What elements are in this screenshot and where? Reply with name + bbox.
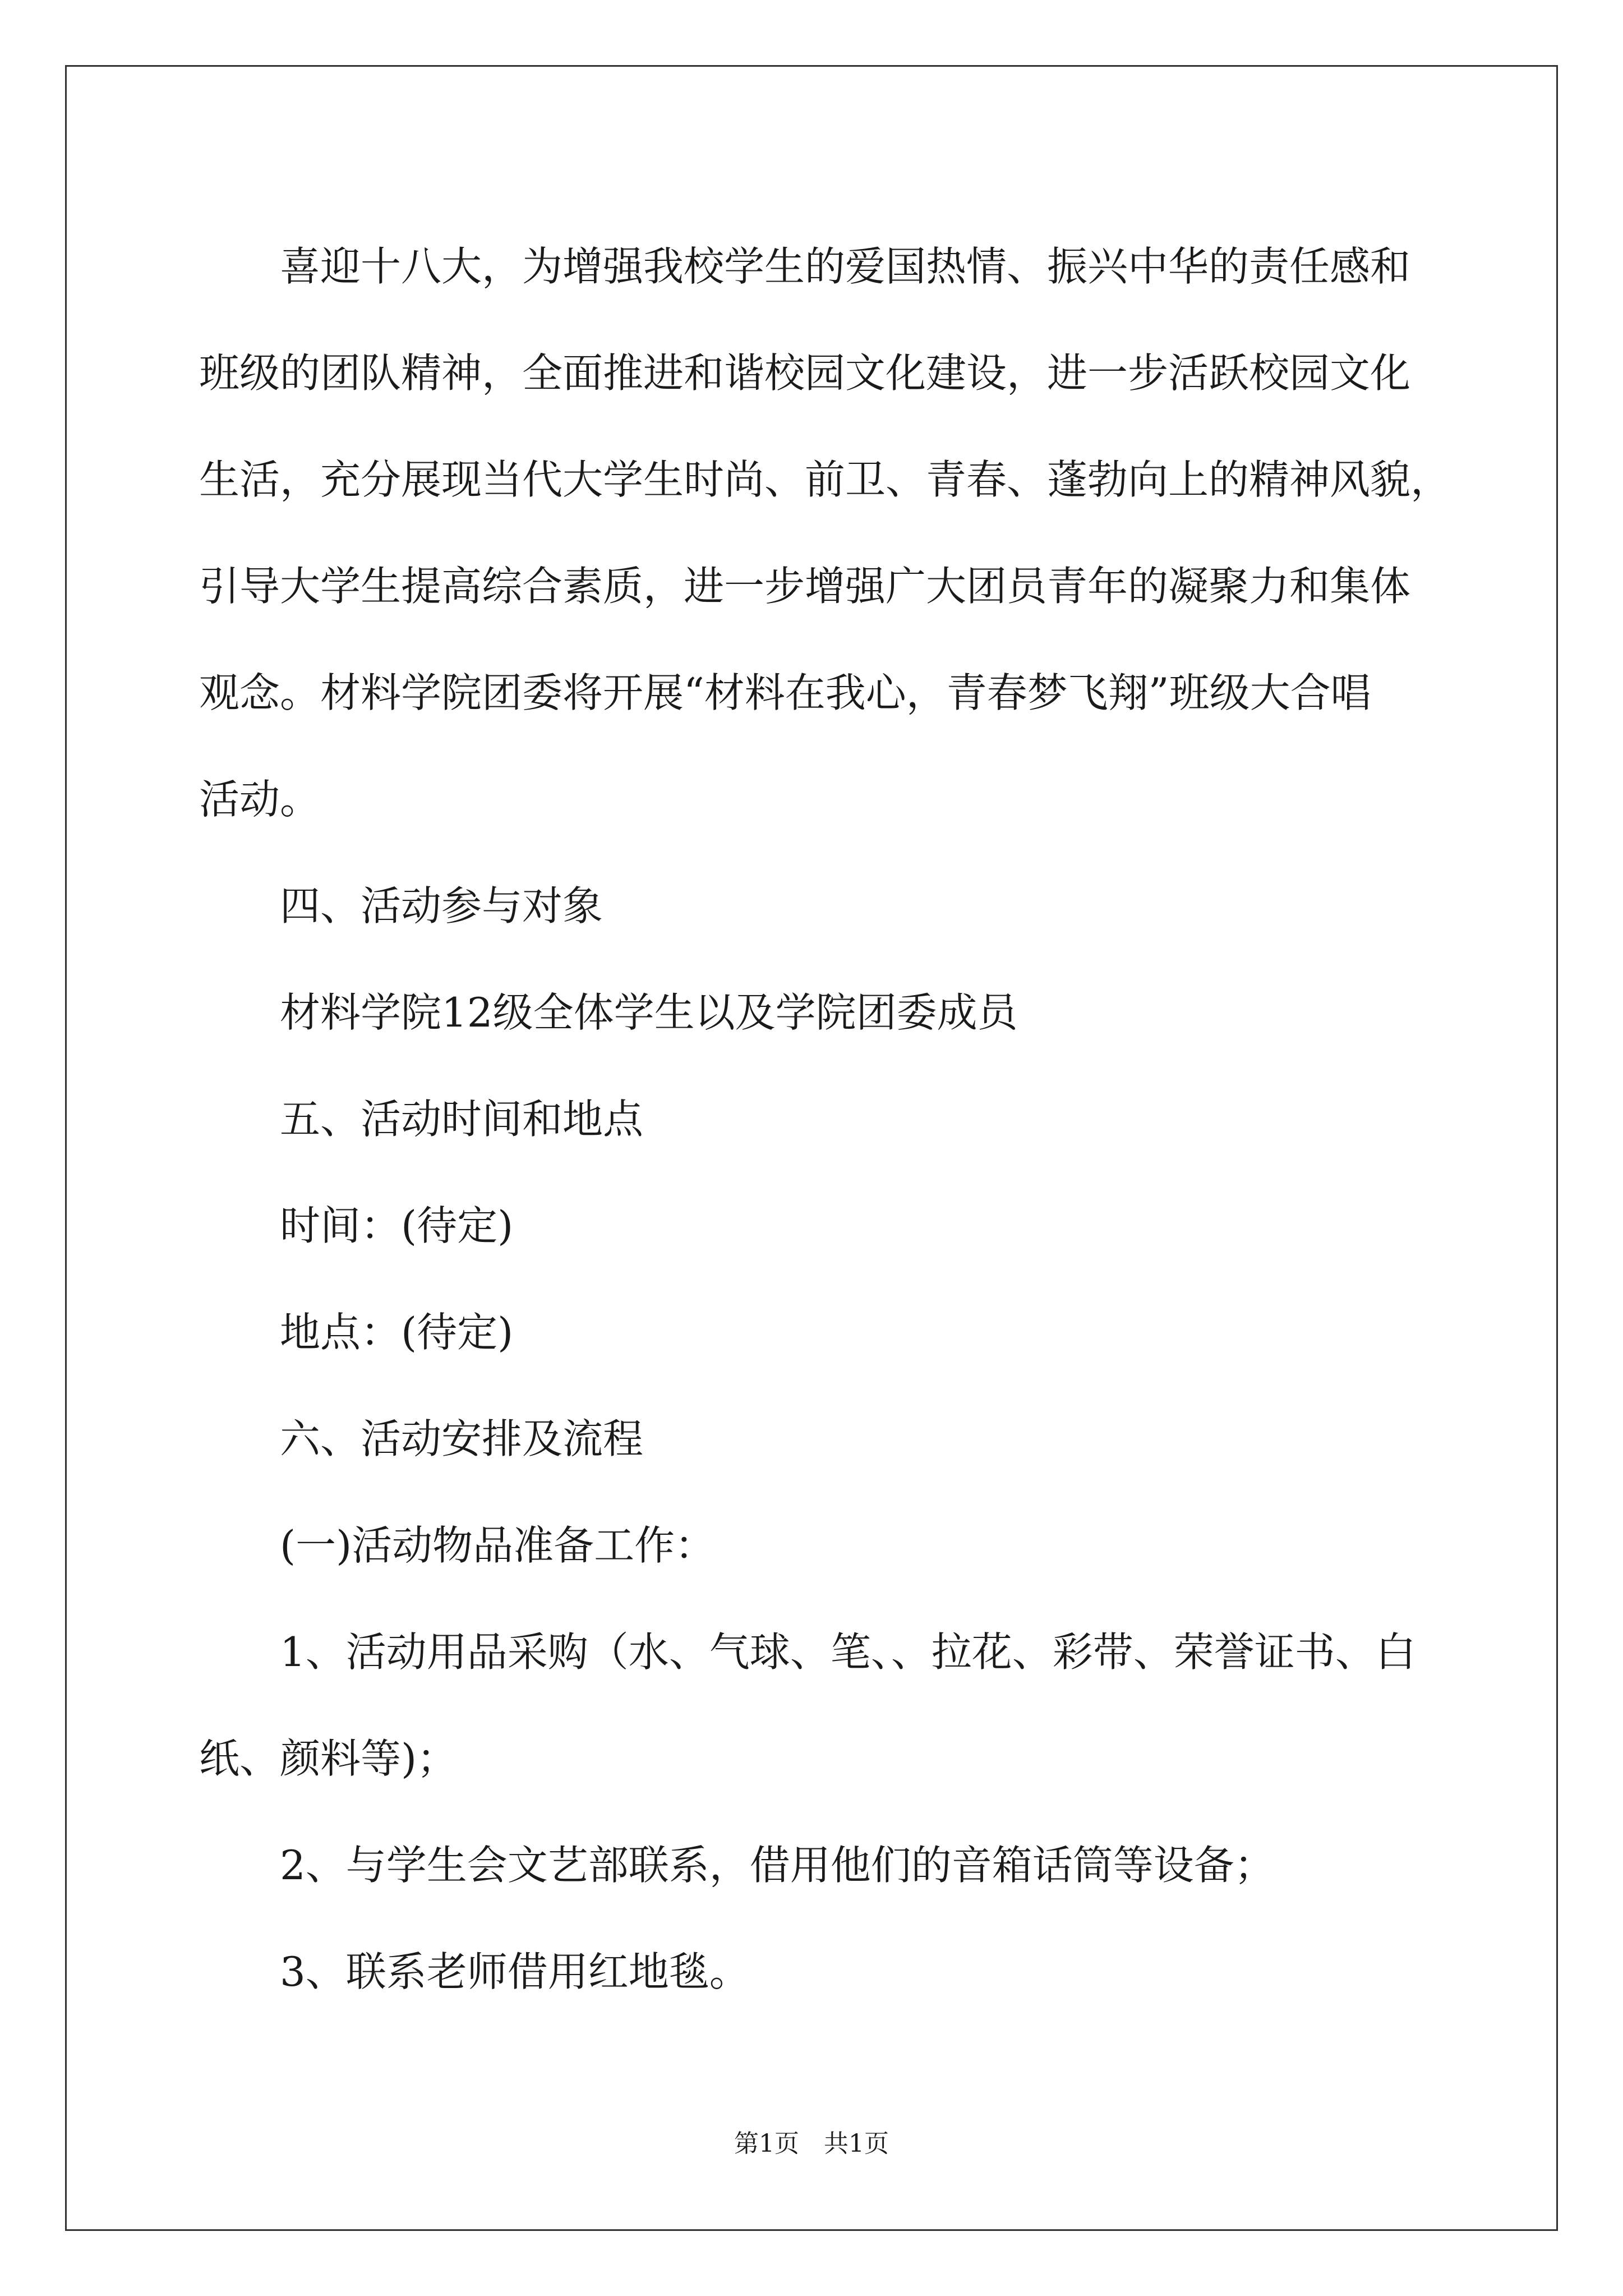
paragraph-line: 时间：(待定) — [280, 1202, 514, 1249]
section-heading: 五、活动时间和地点 — [280, 1096, 644, 1143]
paragraph-line: 材料学院12级全体学生以及学院团委成员 — [280, 989, 1018, 1036]
paragraph-line: 班级的团队精神，全面推进和谐校园文化建设，进一步活跃校园文化 — [199, 349, 1411, 397]
section-heading: 六、活动安排及流程 — [280, 1415, 644, 1462]
list-item: 1、活动用品采购（水、气球、笔、、拉花、彩带、荣誉证书、白 — [280, 1628, 1416, 1676]
page-footer: 第1页 共1页 — [734, 2129, 889, 2158]
paragraph-line: 活动。 — [199, 776, 321, 823]
paragraph-line: 生活，充分展现当代大学生时尚、前卫、青春、蓬勃向上的精神风貌， — [199, 456, 1451, 503]
list-item-continuation: 纸、颜料等)； — [199, 1735, 458, 1782]
paragraph-line: 引导大学生提高综合素质，进一步增强广大团员青年的凝聚力和集体 — [199, 563, 1411, 610]
subsection-heading: (一)活动物品准备工作： — [280, 1522, 716, 1569]
list-item: 2、与学生会文艺部联系，借用他们的音箱话筒等设备； — [280, 1842, 1275, 1889]
paragraph-line: 喜迎十八大，为增强我校学生的爱国热情、振兴中华的责任感和 — [280, 243, 1411, 290]
section-heading: 四、活动参与对象 — [280, 882, 603, 930]
paragraph-line: 观念。材料学院团委将开展“材料在我心，青春梦飞翔”班级大合唱 — [199, 669, 1371, 716]
list-item: 3、联系老师借用红地毯。 — [280, 1948, 750, 1995]
document-body — [199, 213, 1451, 2025]
paragraph-line: 地点：(待定) — [280, 1309, 514, 1356]
